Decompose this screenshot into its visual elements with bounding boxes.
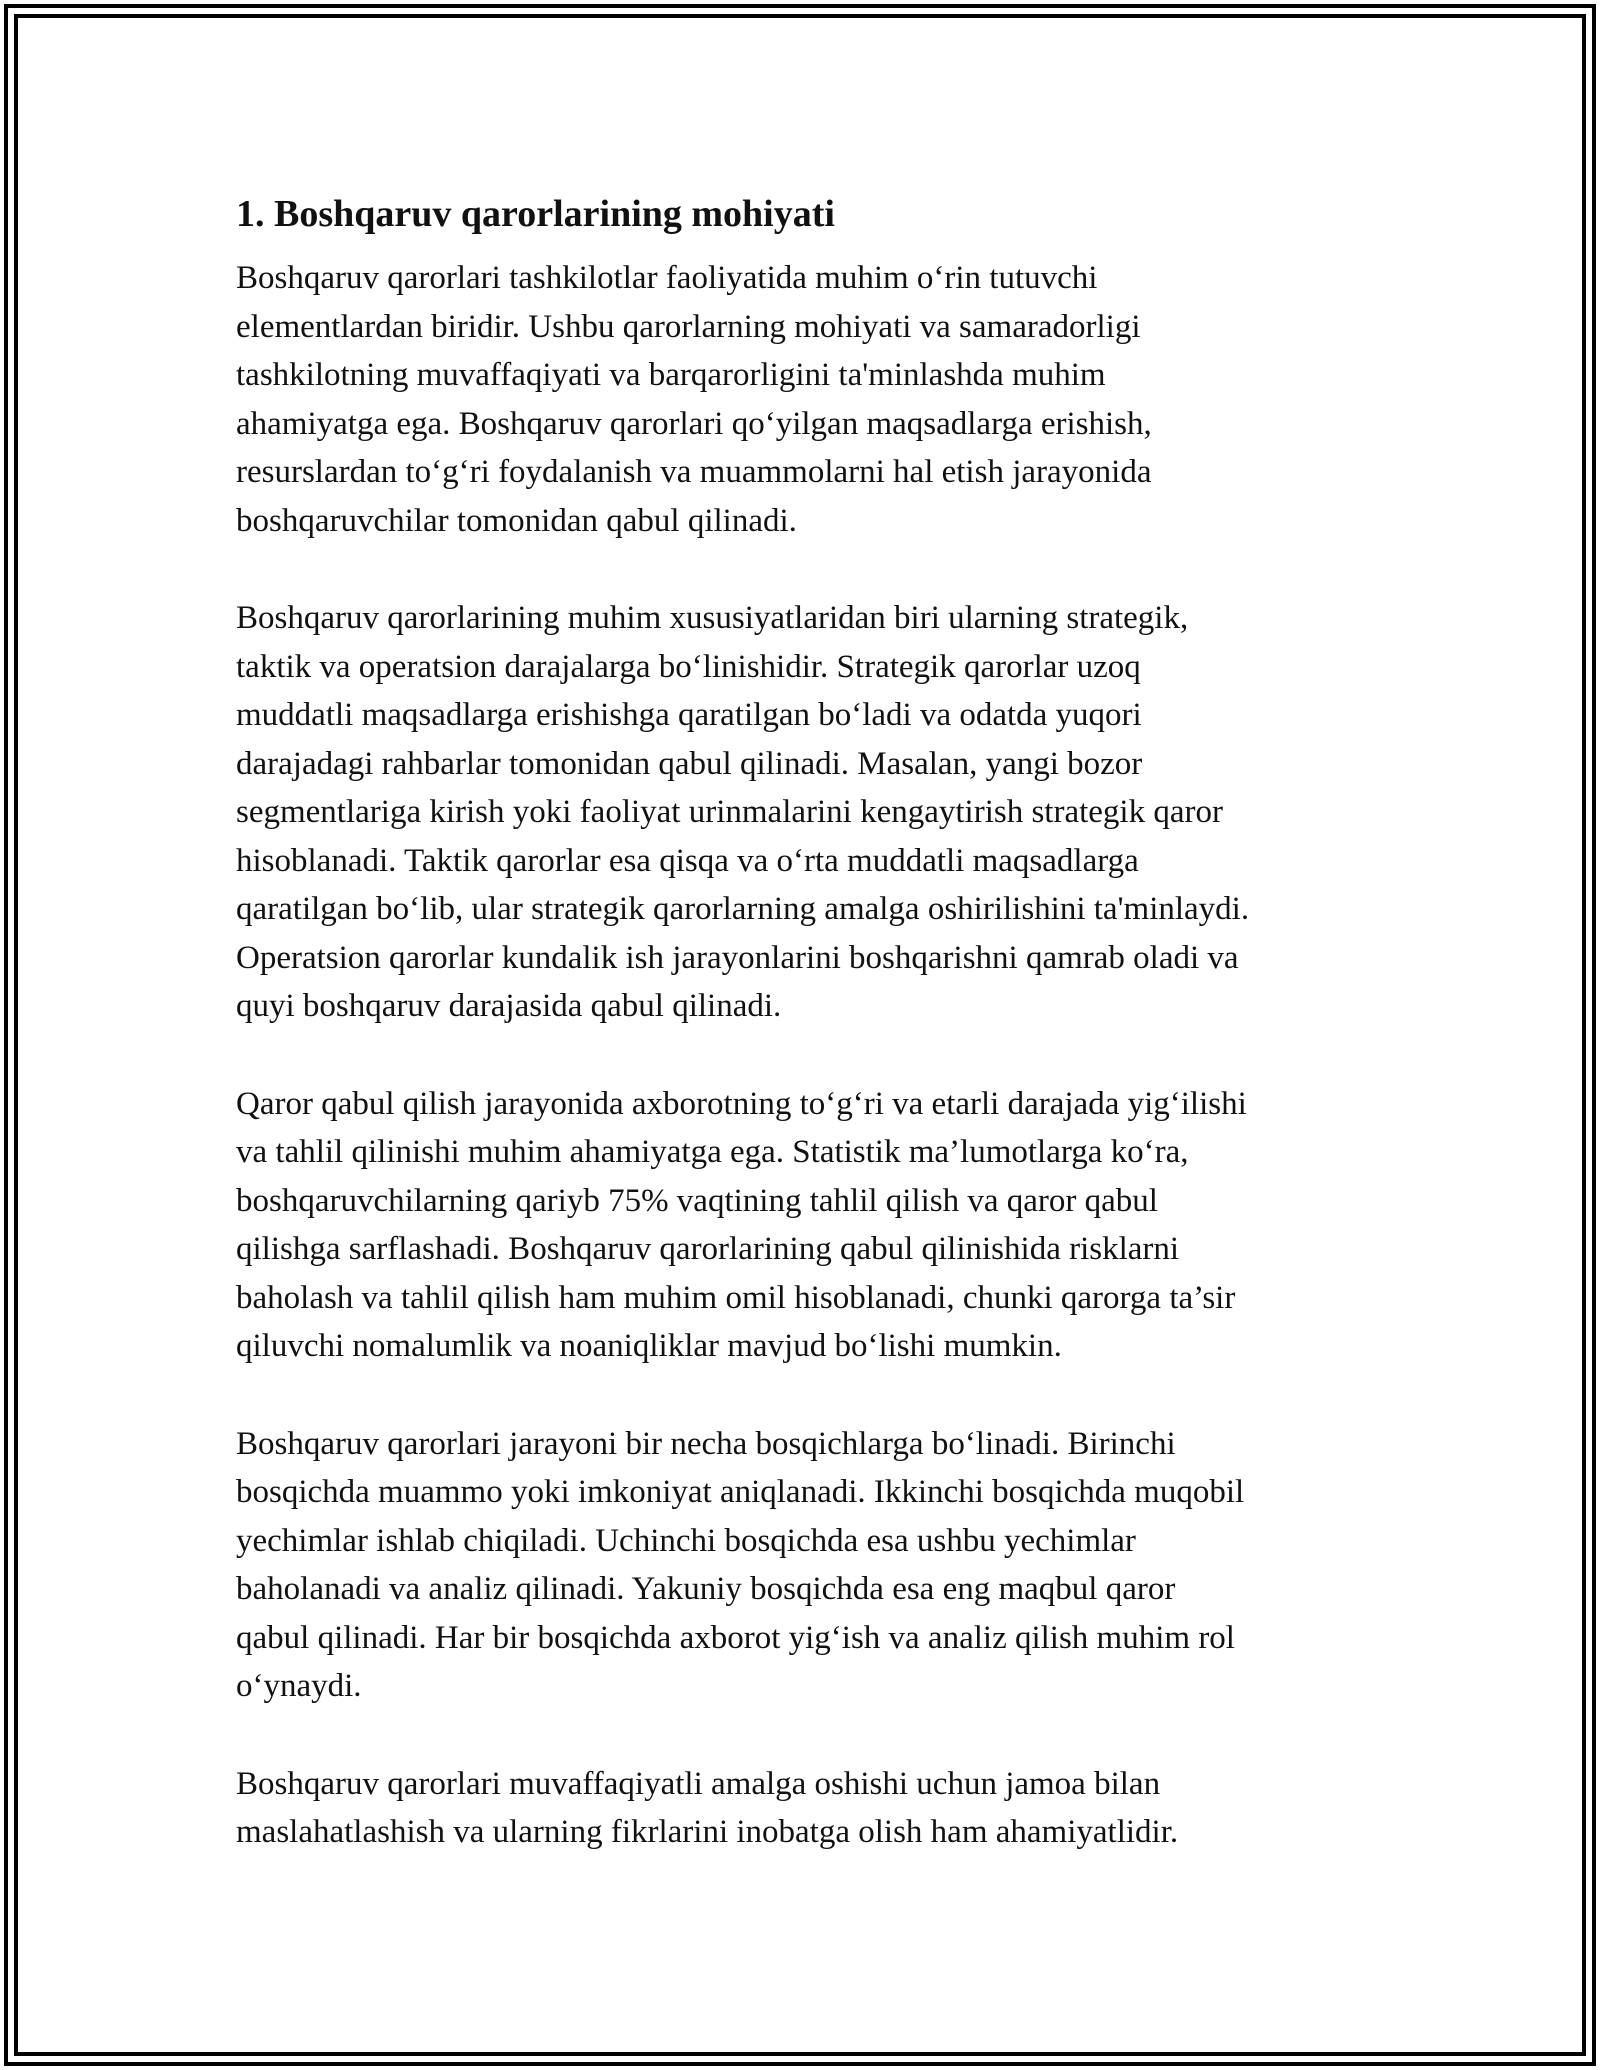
text-line: tashkilotning muvaffaqiyati va barqarorligini ta'minlashda muhim <box>236 357 1106 393</box>
text-line: Boshqaruv qarorlari muvaffaqiyatli amalga oshishi uchun jamoa bilan <box>236 1765 1161 1802</box>
text-line: Boshqaruv qarorlari jarayoni bir necha bosqichlarga bo‘linadi. Birinchi <box>236 1425 1176 1462</box>
text-line: yechimlar ishlab chiqiladi. Uchinchi bosqichda esa ushbu yechimlar <box>236 1522 1136 1559</box>
text-line: baholash va tahlil qilish ham muhim omil hisoblanadi, chunki qarorga ta’sir <box>236 1279 1236 1316</box>
paragraph-2 <box>236 594 1366 1031</box>
text-line: va tahlil qilinishi muhim ahamiyatga ega. Statistik ma’lumotlarga ko‘ra, <box>236 1134 1189 1170</box>
text-line: Operatsion qarorlar kundalik ish jarayonlarini boshqarishni qamrab oladi va <box>236 939 1239 976</box>
text-line: ahamiyatga ega. Boshqaruv qarorlari qo‘yilgan maqsadlarga erishish, <box>236 405 1152 442</box>
text-line: resurslardan to‘g‘ri foydalanish va muammolarni hal etish jarayonida <box>236 454 1152 490</box>
text-line: quyi boshqaruv darajasida qabul qilinadi. <box>236 988 782 1024</box>
text-line: boshqaruvchilarning qariyb 75% vaqtining tahlil qilish va qaror qabul <box>236 1182 1158 1219</box>
text-line: qilishga sarflashadi. Boshqaruv qarorlarining qabul qilinishida risklarni <box>236 1231 1180 1267</box>
paragraph-4 <box>236 1420 1366 1711</box>
section-heading: 1. Boshqaruv qarorlarining mohiyati <box>236 193 835 235</box>
text-line: qabul qilinadi. Har bir bosqichda axborot yig‘ish va analiz qilish muhim rol <box>236 1619 1235 1656</box>
text-line: o‘ynaydi. <box>236 1668 362 1704</box>
text-line: qiluvchi nomalumlik va noaniqliklar mavjud bo‘lishi mumkin. <box>236 1328 1062 1364</box>
text-line: taktik va operatsion darajalarga bo‘linishidir. Strategik qarorlar uzoq <box>236 648 1141 685</box>
text-line: Boshqaruv qarorlarining muhim xususiyatlaridan biri ularning strategik, <box>236 600 1189 636</box>
paragraph-1 <box>236 254 1366 545</box>
text-line: muddatli maqsadlarga erishishga qaratilgan bo‘ladi va odatda yuqori <box>236 697 1142 733</box>
text-line: qaratilgan bo‘lib, ular strategik qarorlarning amalga oshirilishini ta'minlaydi. <box>236 891 1250 927</box>
paragraph-5 <box>236 1760 1366 1857</box>
text-line: Qaror qabul qilish jarayonida axborotning to‘g‘ri va etarli darajada yig‘ilishi <box>236 1085 1247 1122</box>
text-line: hisoblanadi. Taktik qarorlar esa qisqa va o‘rta muddatli maqsadlarga <box>236 842 1139 879</box>
text-line: Boshqaruv qarorlari tashkilotlar faoliyatida muhim o‘rin tutuvchi <box>236 260 1098 296</box>
text-line: segmentlariga kirish yoki faoliyat urinmalarini kengaytirish strategik qaror <box>236 794 1223 830</box>
document-body <box>236 188 1366 1857</box>
text-line: bosqichda muammo yoki imkoniyat aniqlanadi. Ikkinchi bosqichda muqobil <box>236 1474 1245 1510</box>
text-line: boshqaruvchilar tomonidan qabul qilinadi. <box>236 502 797 539</box>
text-line: elementlardan biridir. Ushbu qarorlarning mohiyati va samaradorligi <box>236 308 1141 345</box>
text-line: darajadagi rahbarlar tomonidan qabul qilinadi. Masalan, yangi bozor <box>236 745 1143 782</box>
text-line: maslahatlashish va ularning fikrlarini inobatga olish ham ahamiyatlidir. <box>236 1814 1179 1850</box>
text-line: baholanadi va analiz qilinadi. Yakuniy bosqichda esa eng maqbul qaror <box>236 1571 1176 1607</box>
paragraph-3 <box>236 1080 1366 1371</box>
